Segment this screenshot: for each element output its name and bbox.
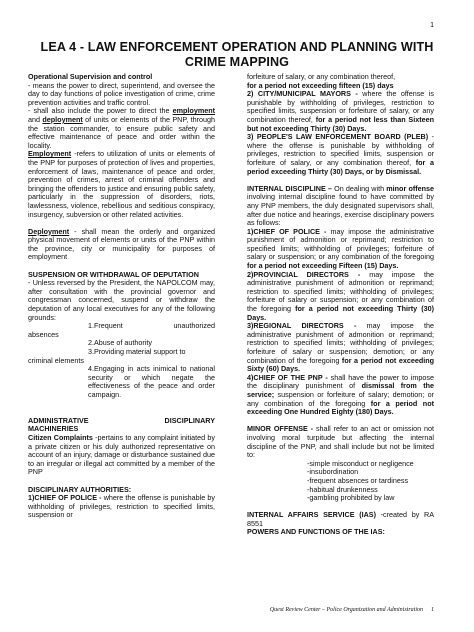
paragraph: MINOR OFFENSE - shall refer to an act or omission not involving moral turpitude but affecting the internal discipline of the PNP, and shall include but not be limited to: xyxy=(247,424,434,460)
list-item: 2.Abuse of authority xyxy=(88,338,152,348)
list-item-cont: criminal elements xyxy=(28,355,84,365)
list-item: -simple misconduct or negligence xyxy=(307,458,414,468)
term: Citizen Complaints xyxy=(28,432,93,442)
left-column xyxy=(28,73,215,520)
paragraph: INTERNAL AFFAIRS SERVICE (IAS) -created by RA 8551 xyxy=(247,510,434,528)
list-item: -insubordination xyxy=(307,467,359,477)
paragraph: 3)REGIONAL DIRECTORS - may impose the administrative punishment of admonition or reprimand; restriction to specified limits; withholding of privileges; forfeiture of salary or suspension; demotion; or any combination of the foregoing for a period not exceeding Sixty (60) Days. xyxy=(247,321,434,374)
list-item-cont: absences xyxy=(28,329,59,339)
paragraph: for a period not exceeding fifteen (15) days xyxy=(247,80,394,90)
page-footer: Quest Review Center – Police Organization and Administration 1 xyxy=(269,607,434,613)
term: 1)CHIEF OF POLICE - xyxy=(28,493,102,503)
term: 4)CHIEF OF THE PNP - xyxy=(247,372,328,382)
term: Deployment xyxy=(28,226,70,236)
paragraph: 1)CHIEF OF POLICE - where the offense is punishable by withholding of privileges, restriction to specified limits, suspension or xyxy=(28,493,216,520)
paragraph: 2)PROVINCIAL DIRECTORS - may impose the administrative punishment of admonition or reprimand; restriction to specified limits; withholding of privileges; forfeiture of salary or suspension; or any combination of the foregoing for a period not exceeding Thirty (30) Days. xyxy=(247,269,435,322)
paragraph: 1)CHIEF OF POLICE - may impose the administrative punishment of admonition or reprimand; restriction to specified limits; withholding of privileges; forfeiture of salary or suspension; or any combination of the foregoing for a period not exceeding Fifteen (15) Days. xyxy=(247,226,434,271)
section-heading: Operational Supervision and control xyxy=(28,72,153,81)
term: 1)CHIEF OF POLICE - xyxy=(247,226,327,236)
paragraph: 2) CITY/MUNICIPAL MAYORS - where the offense is punishable by withholding of privileges, restriction to specified limits, suspension or forfeiture of salary, or any combination thereof, for a period not less than Sixteen but not exceeding Thirty (30) Days. xyxy=(247,89,434,133)
term: INTERNAL AFFAIRS SERVICE (IAS) xyxy=(247,510,376,520)
term: INTERNAL DISCIPLINE – xyxy=(247,183,332,193)
section-heading: SUSPENSION OR WITHDRAWAL OF DEPUTATION xyxy=(28,269,199,279)
section-heading: POWERS AND FUNCTIONS OF THE IAS: xyxy=(247,527,385,537)
term: 2)PROVINCIAL DIRECTORS - xyxy=(247,269,361,279)
section-heading: MACHINERIES xyxy=(28,424,79,434)
paragraph: - Unless reversed by the President, the NAPOLCOM may, after consultation with the provincial governor and congressman concerned, suspend or withdraw the deputation of any local executives for any of the following grounds: xyxy=(28,278,215,322)
term: Employment xyxy=(28,149,72,159)
term: 3)REGIONAL DIRECTORS - xyxy=(247,321,357,331)
term: 3) PEOPLE'S LAW ENFORCEMENT BOARD (PLEB) xyxy=(247,132,429,142)
paragraph: 4)CHIEF OF THE PNP - shall have the power to impose the disciplinary punishment of dismissal from the service; suspension or forfeiture of salary; demotion; or any combination of the foregoing for a period not exceeding One Hundred Eighty (180) Days. xyxy=(247,372,435,417)
paragraph: INTERNAL DISCIPLINE – On dealing with minor offense involving internal discipline found to have committed by any PNP members, the duly designated supervisors shall, after due notice and hearings, exercise disciplinary powers as follows: xyxy=(247,183,435,228)
list-item: 3.Providing material support to xyxy=(88,347,186,356)
paragraph: Citizen Complaints -pertains to any complaint initiated by a private citizen or his duly authorized representative on account of an injury, damage or disturbance sustained due to an irregular or illegal act committed by a member of the PNP xyxy=(28,432,215,477)
paragraph: Employment -refers to utilization of units or elements of the PNP for purposes of protection of lives and properties, enforcement of laws, maintenance of peace and order, prevention of crimes, arrest of criminal offenders and bringing the offenders to justice and ensuring public safety, particularly in the suppression of disorders, riots, lawlessness, violence, rebellious and seditious conspiracy, insurgency, subversion or other related activities. xyxy=(28,149,215,219)
paragraph: - shall also include the power to direct the employment and deployment of units or elements of the PNP, through the station commander, to ensure public safety and effective maintenance of peace and order within the locality. xyxy=(28,106,215,150)
term: 2) CITY/MUNICIPAL MAYORS - xyxy=(247,89,358,99)
page-title: LEA 4 - LAW ENFORCEMENT OPERATION AND PLANNING WITH CRIME MAPPING xyxy=(40,40,434,69)
term: MINOR OFFENSE - xyxy=(247,424,314,434)
list-item: -frequent absences or tardiness xyxy=(307,475,409,485)
list-item: -habitual drunkenness xyxy=(307,484,378,494)
list-item: -gambling prohibited by law xyxy=(307,493,395,503)
paragraph: forfeiture of salary, or any combination thereof, xyxy=(247,72,396,81)
section-heading: DISCIPLINARY AUTHORITIES: xyxy=(28,484,132,494)
page-number: 1 xyxy=(430,22,434,29)
paragraph: 3) PEOPLE'S LAW ENFORCEMENT BOARD (PLEB) -where the offense is punishable by withholding of privileges, restriction to specified limits, suspension or forfeiture of salary, or any combination thereof, for a period exceeding Thirty (30) Days, or by Dismissal. xyxy=(247,132,434,176)
section-heading: ADMINISTRATIVE DISCIPLINARY xyxy=(28,415,215,425)
list-item: 4.Engaging in acts inimical to national security or which negate the effectiveness of the peace and order campaign. xyxy=(88,364,215,399)
paragraph: Deployment - shall mean the orderly and organized physical movement of elements or units of the PNP within the province, city or municipality for purposes of employment xyxy=(28,226,215,262)
list-item: 1.Frequent unauthorized xyxy=(88,321,215,331)
paragraph: - means the power to direct, superintend, and oversee the day to day functions of police investigation of crime, crime prevention activities and traffic control. xyxy=(28,80,215,107)
right-column xyxy=(247,73,434,537)
